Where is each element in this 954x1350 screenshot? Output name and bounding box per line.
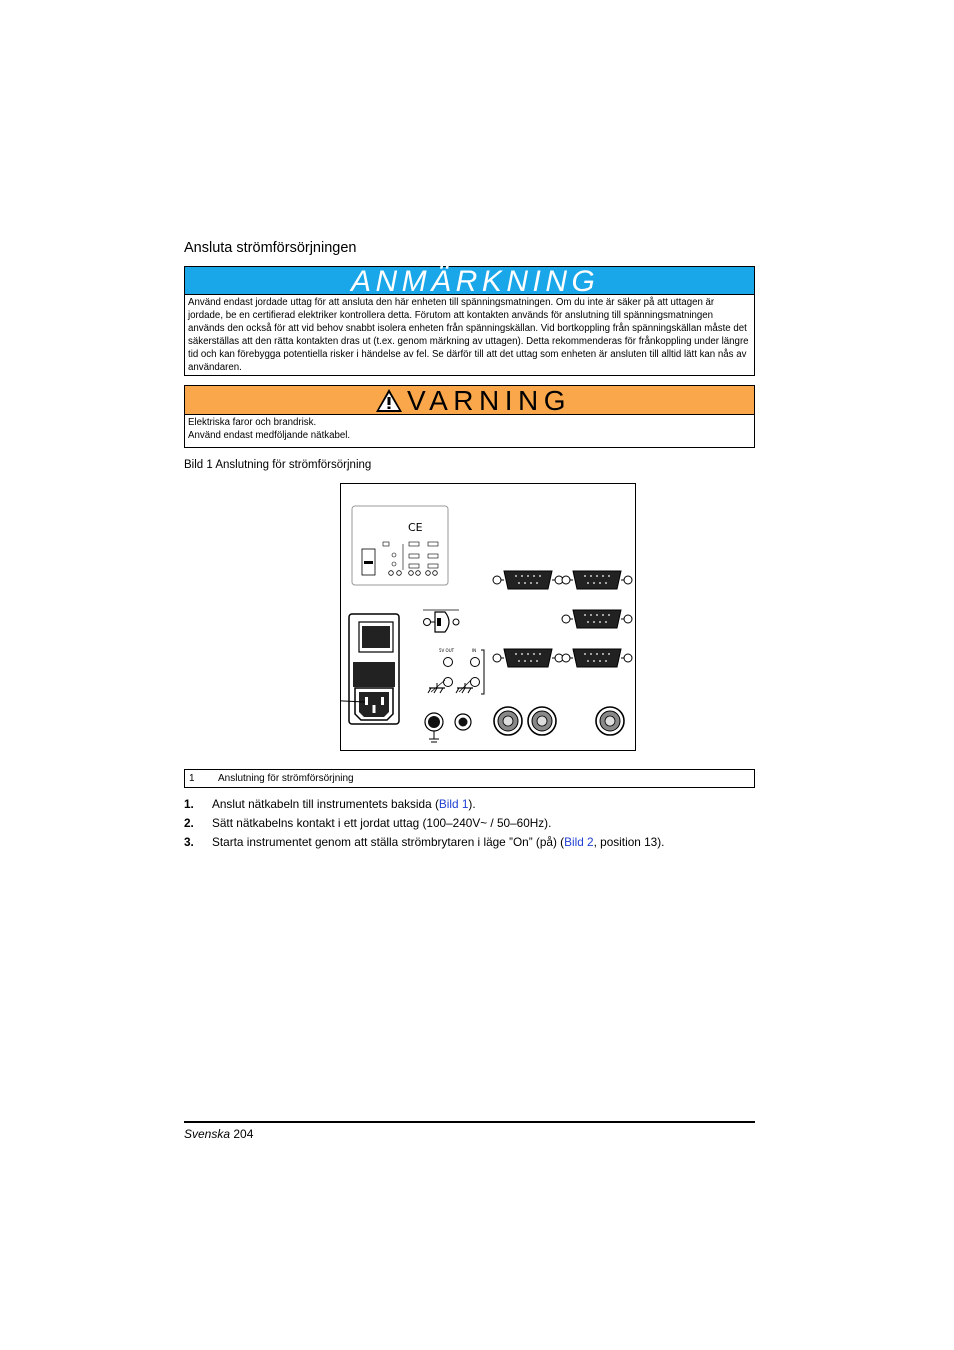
label-5v-out: 5V OUT — [439, 648, 455, 653]
bnc-connector — [494, 707, 522, 735]
warning-header — [185, 386, 754, 415]
step-number: 1. — [184, 797, 194, 811]
note-header — [185, 265, 754, 298]
page-footer — [184, 1127, 253, 1141]
footer-language: Svenska — [184, 1127, 231, 1141]
rear-panel-illustration — [341, 484, 635, 750]
step-number: 2. — [184, 816, 194, 830]
step-number: 3. — [184, 835, 194, 849]
note-text: Använd endast jordade uttag för att ansluta den här enheten till spänningsmatningen. Om du inte är säker på att uttagen är jordade, be en certifierad elektriker kontrollera detta. Förutom att kontakten används för anslutning till spänningsmatningen används den också för att vid behov snabbt isolera enheten från spänningskällan. Vid bortkoppling från spänningskällan måste det säkerställas att den rätta kontakten dras ut (t.ex. genom märkning av uttagen). Detta rekommenderas för frånkoppling under längre tid och kan förebygga potentiella risker i händelse av fel. Se därför till att det uttag som enheten är ansluten till alltid lätt kan nås av användaren. — [188, 297, 749, 373]
legend-text: Anslutning för strömförsörjning — [218, 773, 354, 784]
ce-mark: CE — [408, 521, 423, 534]
figure-caption: Bild 1 Anslutning för strömförsörjning — [184, 459, 372, 471]
serial-port — [562, 571, 632, 589]
note-box — [184, 266, 755, 376]
fuse-holder — [353, 662, 395, 687]
link-bild-2[interactable]: Bild 2 — [564, 835, 594, 849]
bnc-connector — [596, 707, 624, 735]
step-text: Anslut nätkabeln till instrumentets baksida (Bild 1). — [212, 797, 476, 811]
serial-port — [493, 571, 563, 589]
warning-line-1: Elektriska faror och brandrisk. — [188, 417, 317, 428]
note-body — [185, 295, 754, 374]
page-number: 204 — [233, 1127, 254, 1141]
section-heading: Ansluta strömförsörjningen — [184, 240, 357, 256]
note-title: ANMÄRKNING — [351, 265, 600, 298]
label-in: IN — [472, 648, 477, 653]
step-text: Sätt nätkabelns kontakt i ett jordat uttag (100–240V~ / 50–60Hz). — [212, 816, 552, 830]
warning-title: VARNING — [407, 385, 571, 416]
warning-line-2: Använd endast medföljande nätkabel. — [188, 429, 351, 441]
rear-panel-figure — [340, 483, 636, 751]
serial-port — [493, 649, 563, 667]
figure-legend — [184, 769, 755, 788]
legend-number: 1 — [189, 773, 195, 784]
link-bild-1[interactable]: Bild 1 — [438, 797, 469, 811]
warning-triangle-icon — [375, 388, 403, 413]
serial-port — [562, 649, 632, 667]
step-text: Starta instrumentet genom att ställa strömbrytaren i läge ”On” (på) (Bild 2, position 13). — [212, 835, 665, 849]
footer-rule — [184, 1121, 755, 1123]
warning-body — [185, 415, 754, 443]
warning-box — [184, 385, 755, 448]
serial-port — [562, 610, 632, 628]
bnc-connector — [528, 707, 556, 735]
